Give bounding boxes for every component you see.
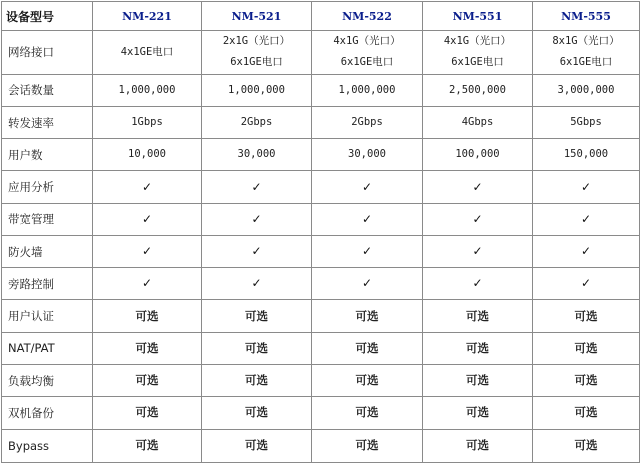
optional-label: 可选 — [574, 308, 598, 323]
cell-value: 6x1GE电口 — [559, 56, 613, 69]
row-label: 会话数量 — [2, 74, 93, 106]
check-icon: ✓ — [580, 244, 592, 259]
spec-cell — [93, 106, 202, 138]
spec-cell — [533, 332, 640, 364]
model-name: NM-221 — [93, 2, 202, 31]
optional-label: 可选 — [466, 340, 489, 355]
check-icon: ✓ — [580, 211, 592, 226]
model-name: NM-522 — [312, 2, 423, 31]
optional-label: 可选 — [466, 373, 489, 388]
cell-value: 1,000,000 — [118, 83, 176, 96]
optional-label: 可选 — [135, 308, 159, 323]
spec-cell — [423, 300, 533, 332]
table-row-network-interface — [2, 31, 640, 74]
spec-cell — [312, 332, 423, 364]
row-label: 带宽管理 — [2, 203, 93, 235]
spec-cell — [312, 365, 423, 397]
cell-value: 4x1G（光口） — [333, 35, 401, 48]
cell-value: 2Gbps — [240, 116, 273, 129]
table-row-user-count — [2, 139, 640, 171]
cell-value: 2Gbps — [351, 116, 383, 129]
cell-value: 4x1GE电口 — [120, 45, 174, 58]
spec-cell — [312, 106, 423, 138]
table-row-bypass — [2, 429, 640, 462]
optional-label: 可选 — [466, 308, 489, 323]
spec-cell — [423, 203, 533, 235]
spec-cell — [423, 397, 533, 429]
spec-cell — [533, 235, 640, 267]
optional-label: 可选 — [135, 405, 159, 420]
check-icon: ✓ — [580, 179, 592, 194]
row-label: 防火墙 — [2, 235, 93, 267]
optional-label: 可选 — [466, 438, 489, 453]
spec-cell — [93, 139, 202, 171]
spec-cell — [93, 203, 202, 235]
spec-cell — [312, 139, 423, 171]
row-label: 旁路控制 — [2, 268, 93, 300]
table-row-user-auth — [2, 300, 640, 332]
check-icon: ✓ — [361, 211, 373, 226]
optional-label: 可选 — [355, 308, 379, 323]
row-label: 双机备份 — [2, 397, 93, 429]
spec-cell — [423, 74, 533, 106]
spec-cell — [202, 106, 312, 138]
spec-cell — [202, 203, 312, 235]
spec-cell — [202, 332, 312, 364]
row-label: 应用分析 — [2, 171, 93, 203]
cell-value: 100,000 — [455, 148, 500, 161]
spec-cell — [202, 235, 312, 267]
spec-cell — [423, 235, 533, 267]
row-label: 用户数 — [2, 139, 93, 171]
optional-label: 可选 — [574, 340, 598, 355]
check-icon: ✓ — [472, 244, 483, 259]
check-icon: ✓ — [361, 244, 373, 259]
model-name: NM-555 — [533, 2, 640, 31]
table-row-bypass-control — [2, 268, 640, 300]
optional-label: 可选 — [355, 405, 379, 420]
row-label: 用户认证 — [2, 300, 93, 332]
cell-value: 1Gbps — [131, 116, 163, 129]
spec-cell — [202, 31, 312, 74]
optional-label: 可选 — [245, 308, 268, 323]
cell-value: 5Gbps — [570, 116, 602, 129]
spec-cell — [93, 171, 202, 203]
check-icon: ✓ — [141, 179, 153, 194]
spec-cell — [93, 235, 202, 267]
spec-cell — [423, 365, 533, 397]
spec-cell — [533, 429, 640, 462]
check-icon: ✓ — [251, 179, 262, 194]
cell-value: 6x1GE电口 — [451, 56, 504, 69]
optional-label: 可选 — [135, 340, 159, 355]
optional-label: 可选 — [466, 405, 489, 420]
spec-cell — [202, 365, 312, 397]
spec-cell — [312, 31, 423, 74]
spec-cell — [202, 74, 312, 106]
spec-cell — [533, 365, 640, 397]
check-icon: ✓ — [251, 276, 262, 291]
spec-cell — [312, 235, 423, 267]
optional-label: 可选 — [355, 438, 379, 453]
spec-cell — [423, 31, 533, 74]
spec-cell — [312, 397, 423, 429]
optional-label: 可选 — [135, 438, 159, 453]
spec-cell — [93, 300, 202, 332]
spec-cell — [312, 203, 423, 235]
check-icon: ✓ — [472, 276, 483, 291]
cell-value: 8x1G（光口） — [552, 35, 620, 48]
spec-cell — [533, 171, 640, 203]
spec-cell — [533, 74, 640, 106]
spec-cell — [202, 397, 312, 429]
spec-cell — [533, 139, 640, 171]
header-label: 设备型号 — [2, 2, 93, 31]
spec-cell — [423, 268, 533, 300]
cell-value: 6x1GE电口 — [230, 56, 283, 69]
table-row-bandwidth-mgmt — [2, 203, 640, 235]
optional-label: 可选 — [355, 373, 379, 388]
optional-label: 可选 — [245, 373, 268, 388]
table-row-dual-backup — [2, 397, 640, 429]
cell-value: 1,000,000 — [338, 83, 396, 96]
spec-cell — [533, 397, 640, 429]
spec-cell — [533, 106, 640, 138]
optional-label: 可选 — [574, 405, 598, 420]
spec-cell — [93, 397, 202, 429]
check-icon: ✓ — [141, 276, 153, 291]
optional-label: 可选 — [574, 438, 598, 453]
header-row — [2, 2, 640, 31]
check-icon: ✓ — [472, 179, 483, 194]
optional-label: 可选 — [135, 373, 159, 388]
spec-cell — [93, 74, 202, 106]
spec-cell — [533, 268, 640, 300]
check-icon: ✓ — [141, 244, 153, 259]
row-label: NAT/PAT — [2, 332, 93, 364]
table-row-firewall — [2, 235, 640, 267]
table-row-load-balance — [2, 365, 640, 397]
cell-value: 4Gbps — [461, 116, 494, 129]
cell-value: 4x1G（光口） — [443, 35, 512, 48]
spec-cell — [202, 429, 312, 462]
spec-cell — [423, 139, 533, 171]
cell-value: 6x1GE电口 — [340, 56, 394, 69]
spec-cell — [93, 332, 202, 364]
cell-value: 2x1G（光口） — [222, 35, 291, 48]
cell-value: 30,000 — [237, 148, 276, 161]
spec-cell — [202, 268, 312, 300]
spec-cell — [93, 365, 202, 397]
row-label: 网络接口 — [2, 31, 93, 74]
spec-cell — [202, 139, 312, 171]
table-row-nat-pat — [2, 332, 640, 364]
spec-cell — [533, 203, 640, 235]
optional-label: 可选 — [245, 340, 268, 355]
spec-cell — [202, 171, 312, 203]
spec-cell — [312, 429, 423, 462]
spec-cell — [93, 268, 202, 300]
cell-value: 3,000,000 — [557, 83, 615, 96]
optional-label: 可选 — [574, 373, 598, 388]
spec-cell — [312, 268, 423, 300]
cell-value: 1,000,000 — [228, 83, 285, 96]
model-name: NM-521 — [202, 2, 312, 31]
spec-cell — [312, 74, 423, 106]
spec-cell — [423, 429, 533, 462]
check-icon: ✓ — [361, 179, 373, 194]
spec-cell — [312, 171, 423, 203]
cell-value: 2,500,000 — [449, 83, 506, 96]
check-icon: ✓ — [251, 244, 262, 259]
check-icon: ✓ — [580, 276, 592, 291]
optional-label: 可选 — [245, 405, 268, 420]
spec-table — [1, 1, 640, 463]
spec-cell — [423, 332, 533, 364]
cell-value: 150,000 — [563, 148, 609, 161]
row-label: 转发速率 — [2, 106, 93, 138]
cell-value: 10,000 — [128, 148, 166, 161]
spec-cell — [202, 300, 312, 332]
check-icon: ✓ — [472, 211, 483, 226]
spec-cell — [93, 31, 202, 74]
table-row-forward-rate — [2, 106, 640, 138]
model-name: NM-551 — [423, 2, 533, 31]
spec-cell — [423, 171, 533, 203]
check-icon: ✓ — [251, 211, 262, 226]
check-icon: ✓ — [361, 276, 373, 291]
spec-cell — [312, 300, 423, 332]
row-label: Bypass — [2, 429, 93, 462]
table-row-session-count — [2, 74, 640, 106]
spec-cell — [93, 429, 202, 462]
spec-cell — [423, 106, 533, 138]
check-icon: ✓ — [141, 211, 153, 226]
spec-cell — [533, 300, 640, 332]
optional-label: 可选 — [245, 438, 268, 453]
row-label: 负载均衡 — [2, 365, 93, 397]
table-row-app-analysis — [2, 171, 640, 203]
cell-value: 30,000 — [348, 148, 386, 161]
optional-label: 可选 — [355, 340, 379, 355]
spec-cell — [533, 31, 640, 74]
